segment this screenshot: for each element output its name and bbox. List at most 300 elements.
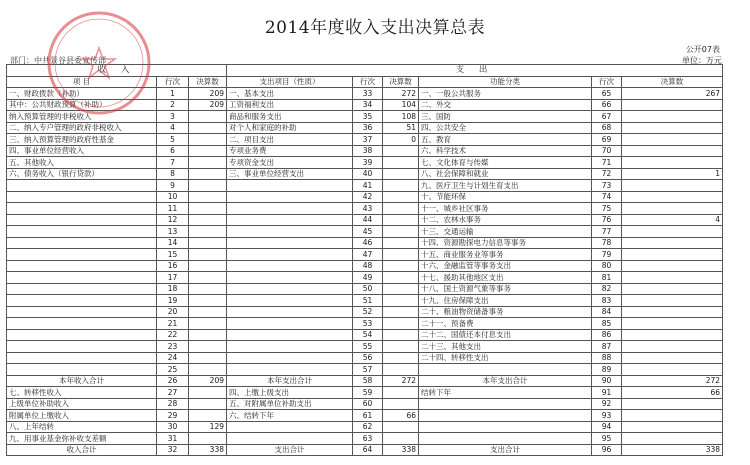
income-row-no: 3 <box>157 111 189 123</box>
func-item: 四、公共安全 <box>419 122 592 134</box>
func-amount <box>622 329 723 341</box>
income-item <box>7 318 157 330</box>
exp-nature-item: 四、上缴上级支出 <box>227 387 353 399</box>
exp-row-no: 37 <box>353 134 383 146</box>
income-row-no: 23 <box>157 341 189 353</box>
func-amount <box>622 272 723 284</box>
func-amount <box>622 306 723 318</box>
income-row-no: 4 <box>157 122 189 134</box>
exp-nature-item: 六、结转下年 <box>227 410 353 422</box>
exp-row-no: 45 <box>353 226 383 238</box>
table-row <box>7 306 723 318</box>
exp-row-no: 60 <box>353 398 383 410</box>
func-item <box>419 410 592 422</box>
exp-amount: 108 <box>383 111 419 123</box>
unit-label: 单位：万元 <box>682 56 722 65</box>
exp-row-no: 42 <box>353 191 383 203</box>
func-item: 七、文化体育与传媒 <box>419 157 592 169</box>
exp-nature-item: 本年支出合计 <box>227 375 353 387</box>
func-row-no: 91 <box>592 387 622 399</box>
exp-nature-item <box>227 272 353 284</box>
table-row <box>7 249 723 261</box>
table-row <box>7 134 723 146</box>
exp-nature-item <box>227 191 353 203</box>
income-row-no: 21 <box>157 318 189 330</box>
income-item: 其中：公共财政预算（补助） <box>7 99 157 111</box>
income-row-no: 31 <box>157 433 189 445</box>
income-row-no: 10 <box>157 191 189 203</box>
income-row-no: 7 <box>157 157 189 169</box>
func-item <box>419 421 592 433</box>
table-row <box>7 318 723 330</box>
func-item: 二十一、预备费 <box>419 318 592 330</box>
func-row-no: 74 <box>592 191 622 203</box>
income-item <box>7 237 157 249</box>
func-row-no: 72 <box>592 168 622 180</box>
func-item: 二十、粮油物资储备事务 <box>419 306 592 318</box>
income-row-no: 32 <box>157 444 189 456</box>
func-item: 十六、金融监管等事务支出 <box>419 260 592 272</box>
exp-amount <box>383 168 419 180</box>
func-amount <box>622 260 723 272</box>
income-amount: 209 <box>189 88 227 100</box>
func-row-no: 78 <box>592 237 622 249</box>
exp-nature-item: 一、基本支出 <box>227 88 353 100</box>
func-item-header: 功能分类 <box>419 76 592 88</box>
income-amount <box>189 318 227 330</box>
exp-nature-item <box>227 283 353 295</box>
func-amount <box>622 99 723 111</box>
exp-row-no: 59 <box>353 387 383 399</box>
exp-amount <box>383 157 419 169</box>
table-row <box>7 214 723 226</box>
table-row <box>7 421 723 433</box>
income-row-no: 26 <box>157 375 189 387</box>
exp-nature-item: 对个人和家庭的补助 <box>227 122 353 134</box>
exp-row-no: 53 <box>353 318 383 330</box>
func-row-no: 67 <box>592 111 622 123</box>
exp-amount: 51 <box>383 122 419 134</box>
income-row-no: 1 <box>157 88 189 100</box>
func-amount <box>622 283 723 295</box>
income-row-no: 30 <box>157 421 189 433</box>
func-item: 十三、交通运输 <box>419 226 592 238</box>
func-item: 十七、援助其他地区支出 <box>419 272 592 284</box>
table-row <box>7 398 723 410</box>
exp-nature-item <box>227 180 353 192</box>
income-row-no: 22 <box>157 329 189 341</box>
income-item <box>7 283 157 295</box>
func-amount <box>622 145 723 157</box>
exp-row-no: 35 <box>353 111 383 123</box>
exp-row-no: 52 <box>353 306 383 318</box>
func-amount <box>622 295 723 307</box>
income-amount <box>189 134 227 146</box>
income-amount <box>189 214 227 226</box>
table-row <box>7 260 723 272</box>
income-amount <box>189 168 227 180</box>
exp-amount <box>383 249 419 261</box>
income-item <box>7 191 157 203</box>
exp-row-no: 46 <box>353 237 383 249</box>
func-amount: 4 <box>622 214 723 226</box>
func-row-no: 94 <box>592 421 622 433</box>
exp-amount <box>383 180 419 192</box>
func-amount <box>622 421 723 433</box>
income-amount <box>189 295 227 307</box>
exp-nature-item <box>227 329 353 341</box>
income-item: 本年收入合计 <box>7 375 157 387</box>
income-row-no: 24 <box>157 352 189 364</box>
income-row-no: 15 <box>157 249 189 261</box>
table-row <box>7 283 723 295</box>
func-item <box>419 398 592 410</box>
func-item: 十八、国土资源气象等事务 <box>419 283 592 295</box>
exp-row-no: 41 <box>353 180 383 192</box>
exp-amount <box>383 306 419 318</box>
exp-row-no: 50 <box>353 283 383 295</box>
form-number: 公开07表 <box>685 45 720 54</box>
income-item <box>7 203 157 215</box>
exp-amount <box>383 260 419 272</box>
income-item: 收入合计 <box>7 444 157 456</box>
func-amount: 338 <box>622 444 723 456</box>
income-row-no: 25 <box>157 364 189 376</box>
func-row-no: 92 <box>592 398 622 410</box>
income-amount <box>189 272 227 284</box>
income-amount <box>189 191 227 203</box>
income-row-no: 14 <box>157 237 189 249</box>
func-item: 十四、资源勘探电力信息等事务 <box>419 237 592 249</box>
func-row-no: 88 <box>592 352 622 364</box>
exp-amount <box>383 398 419 410</box>
column-header-row <box>7 76 723 88</box>
func-row-no: 90 <box>592 375 622 387</box>
func-item: 结转下年 <box>419 387 592 399</box>
func-amount <box>622 134 723 146</box>
exp-nature-item <box>227 260 353 272</box>
exp-amount <box>383 341 419 353</box>
func-row-no: 95 <box>592 433 622 445</box>
income-item: 附属单位上缴收入 <box>7 410 157 422</box>
exp-nature-item <box>227 318 353 330</box>
income-item <box>7 226 157 238</box>
income-item: 二、纳入专户管理的政府非税收入 <box>7 122 157 134</box>
table-row <box>7 88 723 100</box>
exp-amount <box>383 237 419 249</box>
exp-nature-item <box>227 203 353 215</box>
income-item: 纳入预算管理的非税收入 <box>7 111 157 123</box>
func-item: 二十四、转移性支出 <box>419 352 592 364</box>
exp-row-no: 57 <box>353 364 383 376</box>
exp-nature-item: 工资福利支出 <box>227 99 353 111</box>
table-row <box>7 433 723 445</box>
func-row-no: 79 <box>592 249 622 261</box>
func-row-no: 66 <box>592 99 622 111</box>
exp-row-no: 38 <box>353 145 383 157</box>
income-amount <box>189 352 227 364</box>
exp-row-no: 58 <box>353 375 383 387</box>
exp-nature-item <box>227 249 353 261</box>
income-amount <box>189 157 227 169</box>
table-row <box>7 111 723 123</box>
exp-row-no-header: 行次 <box>353 76 383 88</box>
func-amount <box>622 157 723 169</box>
exp-amount <box>383 421 419 433</box>
func-row-no: 77 <box>592 226 622 238</box>
exp-row-no: 63 <box>353 433 383 445</box>
func-item: 一、一般公共服务 <box>419 88 592 100</box>
exp-nature-header: 支出项目（性质） <box>227 76 353 88</box>
exp-nature-item: 三、事业单位经营支出 <box>227 168 353 180</box>
exp-amount: 272 <box>383 88 419 100</box>
func-item: 六、科学技术 <box>419 145 592 157</box>
income-row-no: 13 <box>157 226 189 238</box>
exp-row-no: 36 <box>353 122 383 134</box>
section-header-row <box>7 65 723 77</box>
exp-amount: 338 <box>383 444 419 456</box>
exp-row-no: 43 <box>353 203 383 215</box>
income-row-no: 18 <box>157 283 189 295</box>
func-item <box>419 364 592 376</box>
func-row-no: 85 <box>592 318 622 330</box>
exp-amount <box>383 295 419 307</box>
income-amount <box>189 237 227 249</box>
income-item <box>7 214 157 226</box>
table-row <box>7 180 723 192</box>
income-amount <box>189 433 227 445</box>
budget-summary-table <box>6 64 723 456</box>
func-item: 二、外交 <box>419 99 592 111</box>
report-title: 2014年度收入支出决算总表 <box>264 18 486 38</box>
func-item <box>419 433 592 445</box>
exp-row-no: 51 <box>353 295 383 307</box>
exp-nature-item <box>227 306 353 318</box>
income-amount-header: 决算数 <box>189 76 227 88</box>
exp-nature-item <box>227 295 353 307</box>
income-amount <box>189 260 227 272</box>
income-row-no: 28 <box>157 398 189 410</box>
exp-row-no: 33 <box>353 88 383 100</box>
exp-nature-item <box>227 364 353 376</box>
exp-nature-item <box>227 341 353 353</box>
income-item: 五、其他收入 <box>7 157 157 169</box>
income-amount: 209 <box>189 375 227 387</box>
exp-amount <box>383 272 419 284</box>
income-amount <box>189 226 227 238</box>
income-item <box>7 249 157 261</box>
table-row <box>7 410 723 422</box>
income-item <box>7 295 157 307</box>
func-row-no: 80 <box>592 260 622 272</box>
table-row <box>7 203 723 215</box>
exp-nature-item: 专项资金支出 <box>227 157 353 169</box>
func-row-no: 65 <box>592 88 622 100</box>
income-row-no: 16 <box>157 260 189 272</box>
income-item: 七、转移性收入 <box>7 387 157 399</box>
exp-nature-item <box>227 226 353 238</box>
income-amount: 338 <box>189 444 227 456</box>
exp-row-no: 34 <box>353 99 383 111</box>
func-row-no-header: 行次 <box>592 76 622 88</box>
income-item: 六、债务收入（银行贷款） <box>7 168 157 180</box>
income-amount <box>189 387 227 399</box>
exp-row-no: 62 <box>353 421 383 433</box>
income-row-no: 12 <box>157 214 189 226</box>
income-item: 四、事业单位经营收入 <box>7 145 157 157</box>
income-row-no: 2 <box>157 99 189 111</box>
exp-amount-header: 决算数 <box>383 76 419 88</box>
income-item <box>7 341 157 353</box>
func-amount <box>622 410 723 422</box>
income-item: 上级单位补助收入 <box>7 398 157 410</box>
exp-nature-item: 专项业务费 <box>227 145 353 157</box>
income-item <box>7 306 157 318</box>
exp-amount <box>383 318 419 330</box>
func-row-no: 89 <box>592 364 622 376</box>
exp-amount <box>383 433 419 445</box>
exp-row-no: 40 <box>353 168 383 180</box>
func-row-no: 70 <box>592 145 622 157</box>
func-row-no: 82 <box>592 283 622 295</box>
income-amount <box>189 249 227 261</box>
income-amount <box>189 306 227 318</box>
exp-nature-item: 商品和服务支出 <box>227 111 353 123</box>
func-amount <box>622 111 723 123</box>
table-row <box>7 387 723 399</box>
income-item <box>7 272 157 284</box>
func-amount <box>622 180 723 192</box>
table-row <box>7 364 723 376</box>
income-item <box>7 180 157 192</box>
func-row-no: 84 <box>592 306 622 318</box>
exp-amount <box>383 145 419 157</box>
func-amount <box>622 237 723 249</box>
func-row-no: 87 <box>592 341 622 353</box>
exp-amount <box>383 283 419 295</box>
exp-amount <box>383 226 419 238</box>
table-row <box>7 444 723 456</box>
func-amount <box>622 364 723 376</box>
func-amount <box>622 203 723 215</box>
table-row <box>7 226 723 238</box>
func-row-no: 69 <box>592 134 622 146</box>
func-amount <box>622 341 723 353</box>
exp-nature-item <box>227 214 353 226</box>
exp-amount <box>383 352 419 364</box>
income-item: 八、上年结转 <box>7 421 157 433</box>
func-amount: 272 <box>622 375 723 387</box>
table-row <box>7 272 723 284</box>
func-row-no: 76 <box>592 214 622 226</box>
table-row <box>7 191 723 203</box>
income-row-no: 8 <box>157 168 189 180</box>
func-row-no: 96 <box>592 444 622 456</box>
func-item: 五、教育 <box>419 134 592 146</box>
income-amount <box>189 329 227 341</box>
exp-amount: 0 <box>383 134 419 146</box>
exp-amount <box>383 364 419 376</box>
exp-row-no: 64 <box>353 444 383 456</box>
income-amount <box>189 398 227 410</box>
exp-nature-item: 二、项目支出 <box>227 134 353 146</box>
func-item: 十五、商业服务业等事务 <box>419 249 592 261</box>
exp-row-no: 44 <box>353 214 383 226</box>
func-amount <box>622 249 723 261</box>
income-item <box>7 364 157 376</box>
func-row-no: 93 <box>592 410 622 422</box>
func-amount <box>622 318 723 330</box>
exp-amount <box>383 329 419 341</box>
func-amount <box>622 191 723 203</box>
func-amount: 267 <box>622 88 723 100</box>
income-amount <box>189 341 227 353</box>
func-item: 十九、住房保障支出 <box>419 295 592 307</box>
income-amount <box>189 122 227 134</box>
exp-nature-item: 支出合计 <box>227 444 353 456</box>
income-amount <box>189 145 227 157</box>
table-row <box>7 168 723 180</box>
func-amount: 66 <box>622 387 723 399</box>
func-amount: 1 <box>622 168 723 180</box>
exp-row-no: 56 <box>353 352 383 364</box>
table-row <box>7 157 723 169</box>
exp-nature-item <box>227 433 353 445</box>
income-row-no: 11 <box>157 203 189 215</box>
exp-row-no: 54 <box>353 329 383 341</box>
exp-row-no: 39 <box>353 157 383 169</box>
exp-nature-item <box>227 421 353 433</box>
income-item: 一、财政拨款（补助） <box>7 88 157 100</box>
exp-row-no: 55 <box>353 341 383 353</box>
exp-amount: 66 <box>383 410 419 422</box>
table-row <box>7 329 723 341</box>
income-section-label: 收 入 <box>7 65 227 77</box>
exp-nature-item <box>227 237 353 249</box>
income-item: 九、用事业基金弥补收支差额 <box>7 433 157 445</box>
func-amount <box>622 398 723 410</box>
income-row-no: 29 <box>157 410 189 422</box>
func-row-no: 83 <box>592 295 622 307</box>
table-row <box>7 237 723 249</box>
expenditure-section-label: 支 出 <box>227 65 723 77</box>
income-amount: 129 <box>189 421 227 433</box>
table-row <box>7 341 723 353</box>
func-item: 支出合计 <box>419 444 592 456</box>
income-item-header: 项 目 <box>7 76 157 88</box>
exp-amount <box>383 191 419 203</box>
table-row <box>7 352 723 364</box>
income-amount <box>189 180 227 192</box>
income-item <box>7 329 157 341</box>
exp-amount <box>383 203 419 215</box>
exp-row-no: 49 <box>353 272 383 284</box>
income-row-no: 27 <box>157 387 189 399</box>
func-item: 八、社会保障和就业 <box>419 168 592 180</box>
exp-row-no: 61 <box>353 410 383 422</box>
func-row-no: 81 <box>592 272 622 284</box>
func-item: 二十二、国债还本付息支出 <box>419 329 592 341</box>
func-row-no: 68 <box>592 122 622 134</box>
income-amount <box>189 364 227 376</box>
income-row-no: 19 <box>157 295 189 307</box>
income-row-no: 5 <box>157 134 189 146</box>
exp-amount: 104 <box>383 99 419 111</box>
exp-row-no: 48 <box>353 260 383 272</box>
exp-row-no: 47 <box>353 249 383 261</box>
table-row <box>7 295 723 307</box>
func-item: 十一、城乡社区事务 <box>419 203 592 215</box>
